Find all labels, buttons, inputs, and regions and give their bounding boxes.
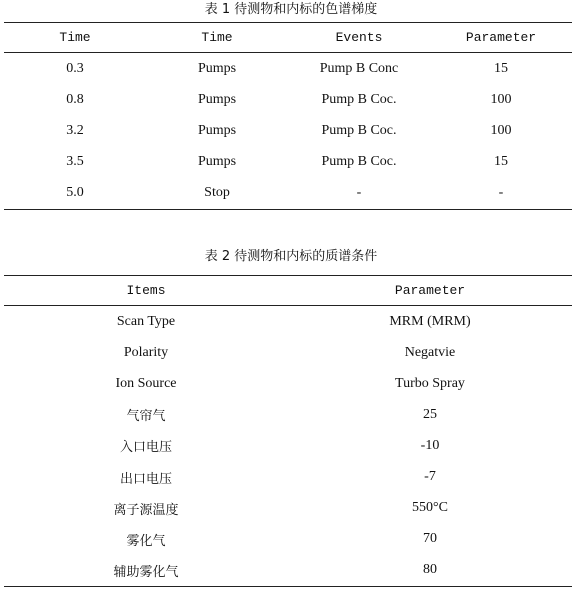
table-cell: 100 bbox=[490, 122, 512, 138]
table-cell: 雾化气 bbox=[126, 533, 166, 549]
table-cell: Scan Type bbox=[116, 313, 176, 329]
header-cell: Events bbox=[335, 30, 383, 45]
table-cell: Pumps bbox=[197, 122, 237, 138]
table-cell: Ion Source bbox=[115, 375, 177, 391]
table-cell: 550°C bbox=[412, 500, 448, 516]
table-cell: 出口电压 bbox=[119, 471, 172, 487]
table-cell: Pumps bbox=[197, 154, 237, 170]
table-row bbox=[4, 84, 572, 115]
table-row bbox=[4, 115, 572, 146]
table-cell: Turbo Spray bbox=[395, 375, 465, 391]
table-row bbox=[4, 147, 572, 178]
table-row bbox=[4, 461, 572, 492]
header-cell: Time bbox=[201, 30, 233, 45]
table-cell: 70 bbox=[423, 531, 437, 547]
table2-caption: 表 2 待测物和内标的质谱条件 bbox=[204, 249, 378, 264]
table-cell: 25 bbox=[423, 406, 437, 422]
table-cell: 100 bbox=[490, 91, 512, 107]
table-row bbox=[4, 493, 572, 524]
table-cell: Pumps bbox=[197, 60, 237, 76]
table-row bbox=[4, 306, 572, 338]
mass-spec-conditions-table bbox=[4, 275, 572, 587]
table-cell: Negatvie bbox=[404, 344, 456, 360]
table-cell: Pump B Coc. bbox=[321, 122, 397, 138]
table-cell: 3.5 bbox=[66, 154, 84, 170]
table-cell: 入口电压 bbox=[119, 440, 172, 456]
table-cell: 0.8 bbox=[66, 91, 84, 107]
table-cell: -7 bbox=[424, 469, 436, 485]
table-row bbox=[4, 524, 572, 555]
table1-caption: 表 1 待测物和内标的色谱梯度 bbox=[204, 2, 378, 17]
header-cell: Time bbox=[59, 30, 91, 45]
table-cell: 80 bbox=[423, 562, 437, 578]
table-cell: -10 bbox=[420, 437, 440, 453]
table-header-row bbox=[4, 23, 572, 53]
table-cell: MRM (MRM) bbox=[389, 313, 471, 329]
table-cell: 3.2 bbox=[66, 122, 84, 138]
table-cell: 0.3 bbox=[66, 60, 84, 76]
header-cell: Items bbox=[126, 283, 166, 298]
table-row bbox=[4, 337, 572, 368]
table-cell: Pump B Coc. bbox=[321, 154, 397, 170]
table-cell: Polarity bbox=[123, 344, 169, 360]
table-cell: 辅助雾化气 bbox=[113, 564, 179, 580]
table-row bbox=[4, 430, 572, 461]
table-cell: Pump B Conc bbox=[319, 60, 399, 76]
table-cell: 离子源温度 bbox=[113, 502, 179, 518]
table-row bbox=[4, 368, 572, 399]
table-cell: 15 bbox=[494, 60, 508, 76]
header-cell: Parameter bbox=[465, 30, 537, 45]
table-cell: 气帘气 bbox=[126, 409, 166, 425]
header-cell: Parameter bbox=[394, 283, 466, 298]
table-cell: Pumps bbox=[197, 91, 237, 107]
table-cell: 5.0 bbox=[66, 185, 84, 201]
table-cell: Stop bbox=[204, 185, 230, 201]
table-header-row bbox=[4, 276, 572, 306]
table-row bbox=[4, 178, 572, 210]
table-row bbox=[4, 555, 572, 587]
table-cell: - bbox=[356, 185, 362, 201]
table-row bbox=[4, 53, 572, 85]
table-cell: Pump B Coc. bbox=[321, 91, 397, 107]
table-row bbox=[4, 399, 572, 430]
table-cell: - bbox=[498, 185, 504, 201]
table-cell: 15 bbox=[494, 154, 508, 170]
chromatography-gradient-table bbox=[4, 22, 572, 210]
